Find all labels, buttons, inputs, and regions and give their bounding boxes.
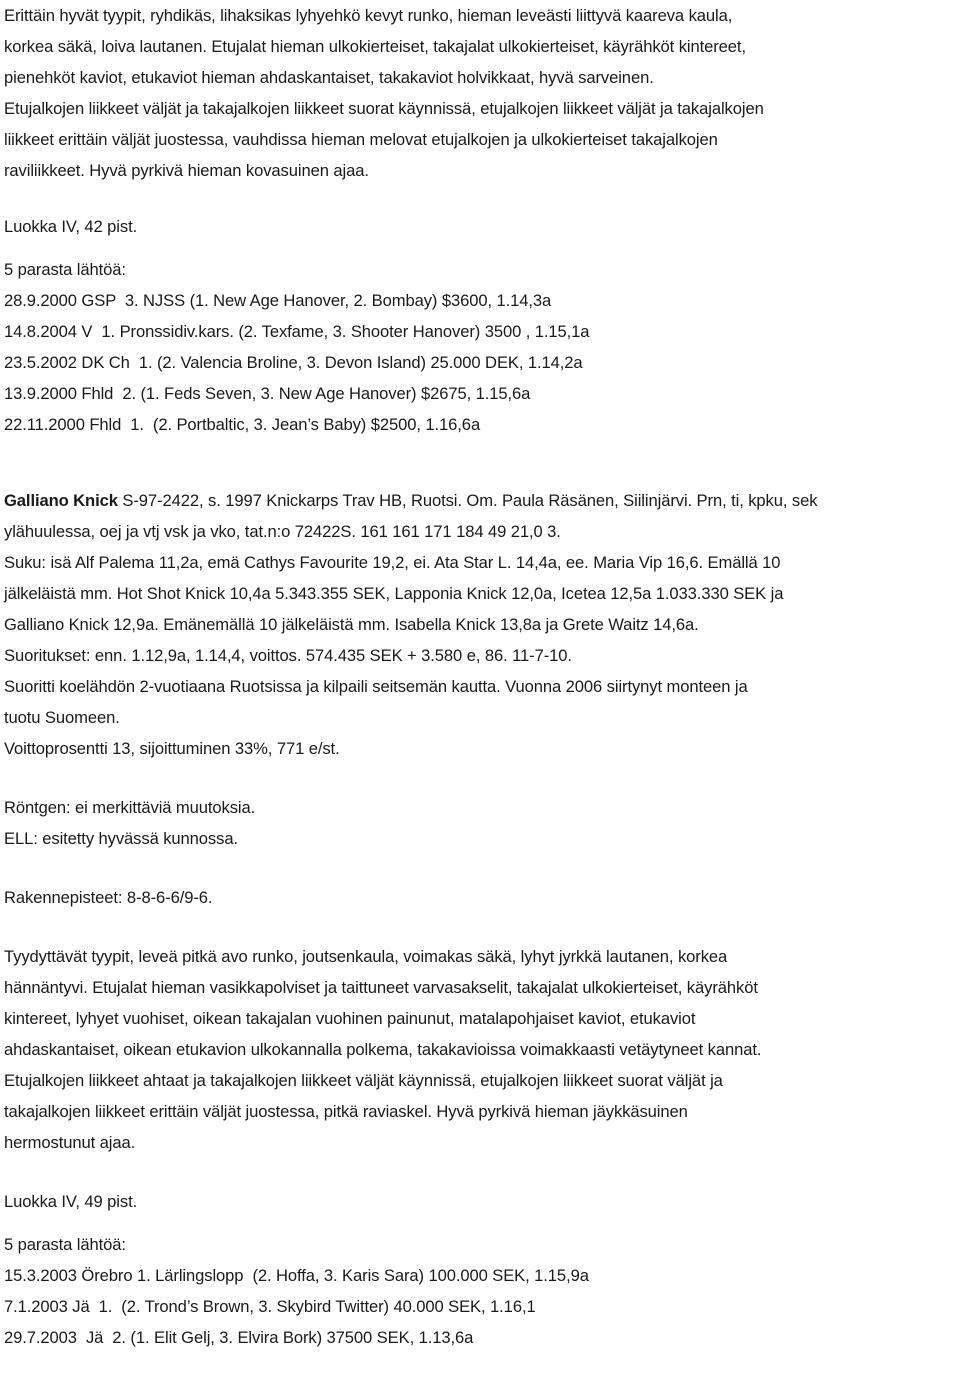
starts-heading: 5 parasta lähtöä: — [4, 1235, 126, 1254]
start-entry: 22.11.2000 Fhld 1. (2. Portbaltic, 3. Jean’s Baby) $2500, 1.16,6a — [4, 415, 481, 434]
horse2-title-line — [4, 485, 956, 516]
horse-name: Galliano Knick — [4, 491, 118, 510]
horse-info-line: Suoritti koelähdön 2-vuotiaana Ruotsissa ja kilpaili seitsemän kautta. Vuonna 2006 siirtynyt monteen ja — [4, 677, 748, 696]
horse-info-line: Galliano Knick 12,9a. Emänemällä 10 jälkeläistä mm. Isabella Knick 13,8a ja Grete Waitz 14,6a. — [4, 615, 699, 634]
start-entry: 7.1.2003 Jä 1. (2. Trond’s Brown, 3. Skybird Twitter) 40.000 SEK, 1.16,1 — [4, 1297, 536, 1316]
start-entry: 15.3.2003 Örebro 1. Lärlingslopp (2. Hoffa, 3. Karis Sara) 100.000 SEK, 1.15,9a — [4, 1266, 589, 1285]
horse-info-line: ylähuulessa, oej ja vtj vsk ja vko, tat.n:o 72422S. 161 161 171 184 49 21,0 3. — [4, 522, 561, 541]
horse2-description-line: hermostunut ajaa. — [4, 1133, 136, 1152]
horse2-class: Luokka IV, 49 pist. — [4, 1192, 138, 1211]
horse2-description-line: takajalkojen liikkeet erittäin väljät juostessa, pitkä raviaskel. Hyvä pyrkivä hieman jäykkäsuinen — [4, 1102, 688, 1121]
horse2-description-line: Tyydyttävät tyypit, leveä pitkä avo runko, joutsenkaula, voimakas säkä, lyhyt jyrkkä lautanen, korkea — [4, 947, 728, 966]
xray-result: Röntgen: ei merkittäviä muutoksia. — [4, 798, 256, 817]
horse1-description — [4, 0, 956, 186]
start-entry: 14.8.2004 V 1. Pronssidiv.kars. (2. Texfame, 3. Shooter Hanover) 3500 , 1.15,1a — [4, 322, 590, 341]
description-line: liikkeet erittäin väljät juostessa, vauhdissa hieman melovat etujalkojen ja ulkokierteiset takajalkojen — [4, 130, 718, 149]
horse1-class: Luokka IV, 42 pist. — [4, 217, 138, 236]
horse2-starts — [4, 1229, 956, 1353]
horse1-starts — [4, 254, 956, 440]
horse2-description-line: hännäntyvi. Etujalat hieman vasikkapolviset ja taittuneet varvasakselit, takajalat ulkokierteiset, käyrähköt — [4, 978, 758, 997]
horse2-entry — [4, 485, 956, 1353]
structure-points: Rakennepisteet: 8-8-6-6/9-6. — [4, 888, 213, 907]
horse2-description-line: Etujalkojen liikkeet ahtaat ja takajalkojen liikkeet väljät käynnissä, etujalkojen liikkeet suorat väljät ja — [4, 1071, 723, 1090]
horse-info-line: Voittoprosentti 13, sijoittuminen 33%, 771 e/st. — [4, 739, 340, 758]
description-line: Etujalkojen liikkeet väljät ja takajalkojen liikkeet suorat käynnissä, etujalkojen liikkeet väljät ja takajalkojen — [4, 99, 764, 118]
horse-info-line: tuotu Suomeen. — [4, 708, 120, 727]
horse-info-line: Suku: isä Alf Palema 11,2a, emä Cathys Favourite 19,2, ei. Ata Star L. 14,4a, ee. Maria Vip 16,6. Emällä 10 — [4, 553, 781, 572]
horse-registration: S-97-2422, s. 1997 Knickarps Trav HB, Ruotsi. Om. Paula Räsänen, Siilinjärvi. Prn, ti, kpku, sek — [117, 491, 818, 510]
horse-info-line: Suoritukset: enn. 1.12,9a, 1.14,4, voittos. 574.435 SEK + 3.580 e, 86. 11-7-10. — [4, 646, 572, 665]
start-entry: 23.5.2002 DK Ch 1. (2. Valencia Broline, 3. Devon Island) 25.000 DEK, 1.14,2a — [4, 353, 583, 372]
starts-heading: 5 parasta lähtöä: — [4, 260, 126, 279]
description-line: korkea säkä, loiva lautanen. Etujalat hieman ulkokierteiset, takajalat ulkokierteiset, käyrähköt kintereet, — [4, 37, 746, 56]
horse2-description-line: kintereet, lyhyet vuohiset, oikean takajalan vuohinen painunut, matalapohjaiset kaviot, etukaviot — [4, 1009, 696, 1028]
description-line: Erittäin hyvät tyypit, ryhdikäs, lihaksikas lyhyehkö kevyt runko, hieman leveästi liittyvä kaareva kaula, — [4, 6, 733, 25]
start-entry: 28.9.2000 GSP 3. NJSS (1. New Age Hanover, 2. Bombay) $3600, 1.14,3a — [4, 291, 552, 310]
description-line: raviliikkeet. Hyvä pyrkivä hieman kovasuinen ajaa. — [4, 161, 369, 180]
horse-info-line: jälkeläistä mm. Hot Shot Knick 10,4a 5.343.355 SEK, Lapponia Knick 12,0a, Icetea 12,5a 1.033.330 SEK ja — [4, 584, 784, 603]
horse2-description-line: ahdaskantaiset, oikean etukavion ulkokannalla polkema, takakavioissa voimakkaasti vetäytyneet kannat. — [4, 1040, 762, 1059]
description-line: pienehköt kaviot, etukaviot hieman ahdaskantaiset, takakaviot holvikkaat, hyvä sarveinen. — [4, 68, 654, 87]
vet-result: ELL: esitetty hyvässä kunnossa. — [4, 829, 238, 848]
start-entry: 13.9.2000 Fhld 2. (1. Feds Seven, 3. New Age Hanover) $2675, 1.15,6a — [4, 384, 531, 403]
start-entry: 29.7.2003 Jä 2. (1. Elit Gelj, 3. Elvira Bork) 37500 SEK, 1.13,6a — [4, 1328, 474, 1347]
